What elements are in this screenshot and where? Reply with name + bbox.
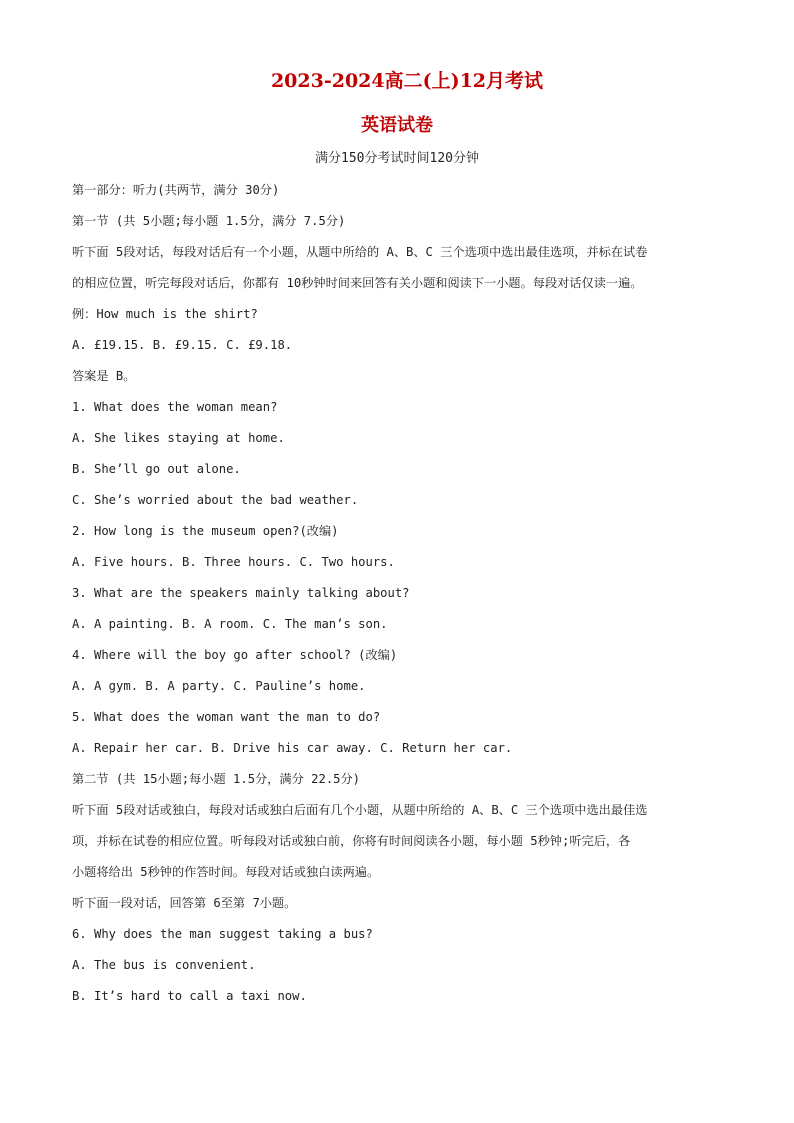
- exam-subject: 英语试卷: [361, 115, 433, 136]
- options: A. Five hours. B. Three hours. C. Two hours.: [72, 555, 395, 569]
- option: A. The bus is convenient.: [72, 958, 256, 972]
- example-options: A. £19.15. B. £9.15. C. £9.18.: [72, 338, 293, 352]
- question: 1. What does the woman mean?: [72, 400, 278, 414]
- part-heading: 第一节 (共 5小题;每小题 1.5分，满分 7.5分): [72, 214, 346, 228]
- instructions-line: 小题将给出 5秒钟的作答时间。每段对话或独白读两遍。: [72, 865, 380, 879]
- instructions-line: 听下面 5段对话或独白，每段对话或独白后面有几个小题，从题中所给的 A、B、C 三个选项中选出最佳选: [72, 803, 648, 817]
- question: 4. Where will the boy go after school? (改编): [72, 648, 398, 662]
- question: 2. How long is the museum open?(改编): [72, 524, 339, 538]
- instructions-line: 项，并标在试卷的相应位置。听每段对话或独白前，你将有时间阅读各小题，每小题 5秒钟;听完后，各: [72, 834, 631, 848]
- instructions-line: 的相应位置，听完每段对话后，你都有 10秒钟时间来回答有关小题和阅读下一小题。每段对话仅读一遍。: [72, 276, 643, 290]
- dialogue-heading: 听下面一段对话，回答第 6至第 7小题。: [72, 896, 297, 910]
- example-question: 例：How much is the shirt?: [72, 307, 258, 321]
- exam-body: [72, 181, 722, 1005]
- option: C. She’s worried about the bad weather.: [72, 493, 359, 507]
- exam-title: 2023-2024高二(上)12月考试: [270, 70, 544, 92]
- option: B. She’ll go out alone.: [72, 462, 241, 476]
- options: A. A gym. B. A party. C. Pauline’s home.: [72, 679, 366, 693]
- option: A. She likes staying at home.: [72, 431, 285, 445]
- example-answer: 答案是 B。: [72, 369, 136, 383]
- options: A. Repair her car. B. Drive his car away. C. Return her car.: [72, 741, 513, 755]
- option: B. It’s hard to call a taxi now.: [72, 989, 307, 1003]
- exam-info: 满分150分考试时间120分钟: [315, 151, 479, 166]
- section-heading: 第一部分：听力(共两节，满分 30分): [72, 183, 280, 197]
- question: 5. What does the woman want the man to do?: [72, 710, 381, 724]
- question: 3. What are the speakers mainly talking about?: [72, 586, 410, 600]
- instructions-line: 听下面 5段对话，每段对话后有一个小题，从题中所给的 A、B、C 三个选项中选出最佳选项，并标在试卷: [72, 245, 648, 259]
- question: 6. Why does the man suggest taking a bus?: [72, 927, 373, 941]
- options: A. A painting. B. A room. C. The man’s son.: [72, 617, 388, 631]
- part-heading: 第二节 (共 15小题;每小题 1.5分，满分 22.5分): [72, 772, 361, 786]
